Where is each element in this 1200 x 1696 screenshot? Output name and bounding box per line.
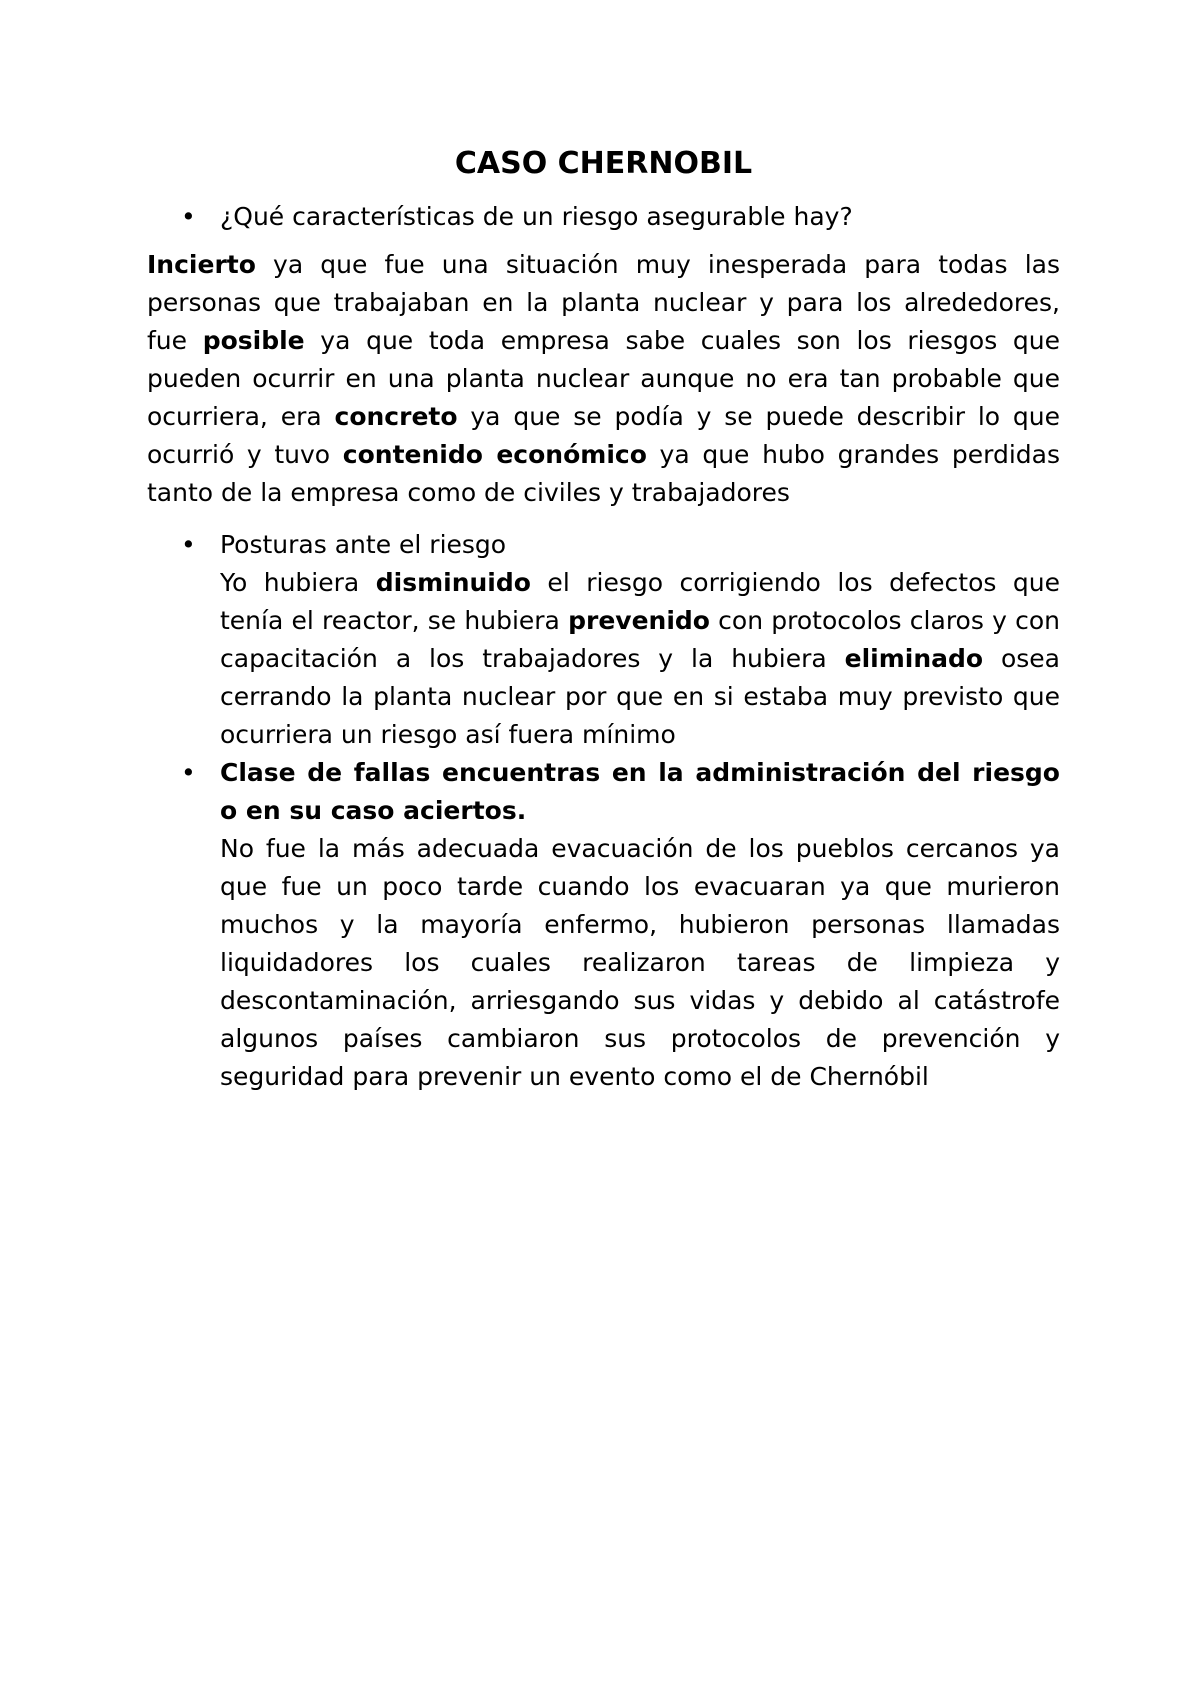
answer-1-text-d: ya que hubo grandes perdidas tanto de la empresa como de civiles y trabajadores [147,440,1060,507]
question-3-heading: Clase de fallas encuentras en la administración del riesgo o en su caso aciertos. [220,758,1060,825]
bullet-item-question-1 [147,198,1060,236]
bullet-item-question-2 [147,526,1060,754]
term-contenido-economico: contenido económico [342,440,647,469]
term-eliminado: eliminado [844,644,984,673]
term-incierto: Incierto [147,250,256,279]
answer-1-text-a: ya que fue una situación muy inesperada para todas las personas que trabajaban en la planta nuclear y para los alrededores, fue [147,250,1060,355]
answer-2-text-d: osea cerrando la planta nuclear por que en si estaba muy previsto que ocurriera un riesgo así fuera mínimo [220,644,1061,749]
bullet-icon: • [181,202,196,231]
bullet-icon: • [181,758,196,787]
answer-2-text-b: el riesgo corrigiendo los defectos que tenía el reactor, se hubiera [220,568,1061,635]
term-prevenido: prevenido [568,606,710,635]
document-title: CASO CHERNOBIL [454,146,753,181]
term-disminuido: disminuido [375,568,531,597]
answer-3-paragraph: No fue la más adecuada evacuación de los pueblos cercanos ya que fue un poco tarde cuando los evacuaran ya que murieron muchos y la mayoría enfermo, hubieron personas llamadas liquidadores los cuales realizaron tareas de limpieza y descontaminación, arriesgando sus vidas y debido al catástrofe algunos países cambiaron sus protocolos de prevención y seguridad para prevenir un evento como el de Chernóbil [220,834,1060,1091]
answer-2-text-a: Yo hubiera [220,568,376,597]
term-posible: posible [202,326,305,355]
bullet-icon: • [181,530,196,559]
question-1-text: ¿Qué características de un riesgo asegurable hay? [220,202,853,231]
document-body [147,140,1060,1096]
answer-2-paragraph [220,564,1060,754]
bullet-item-question-3 [147,754,1060,1096]
answer-1-text-c: ya que se podía y se puede describir lo que ocurrió y tuvo [147,402,1060,469]
answer-1-text-b: ya que toda empresa sabe cuales son los riesgos que pueden ocurrir en una planta nuclear aunque no era tan probable que ocurriera, era [147,326,1060,431]
answer-1-paragraph [147,246,1060,512]
term-concreto: concreto [334,402,458,431]
answer-2-text-c: con protocolos claros y con capacitación a los trabajadores y la hubiera [220,606,1060,673]
question-2-heading: Posturas ante el riesgo [220,530,507,559]
